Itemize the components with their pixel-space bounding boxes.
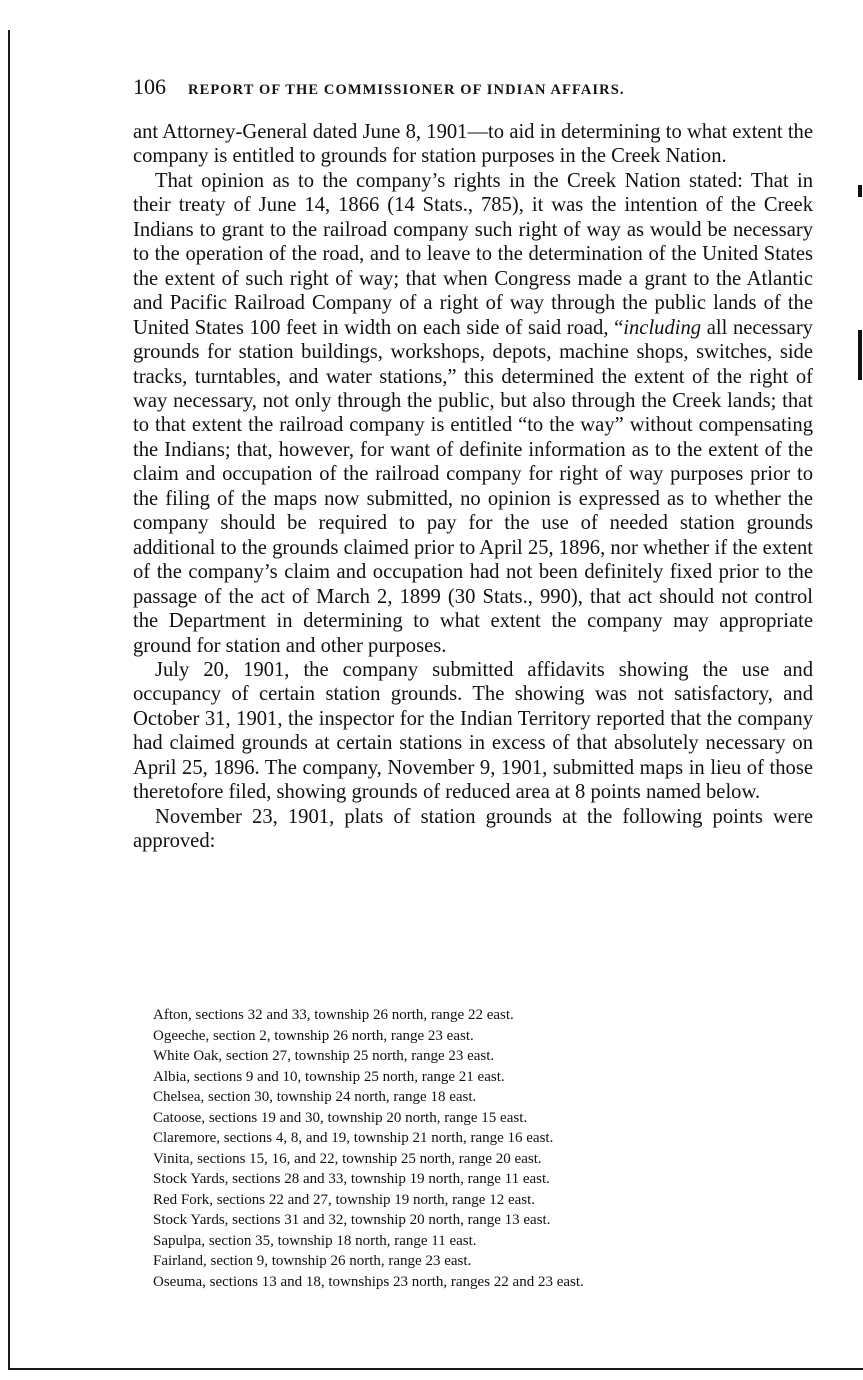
margin-mark — [858, 185, 862, 197]
list-item: Fairland, section 9, township 26 north, range 23 east. — [153, 1253, 472, 1269]
paragraph-opinion-text-before: That opinion as to the company’s rights in the Creek Nation stated: That in their treaty of June 14, 1866 (14 Stats., 785), it was the intention of the Creek Indians to grant to the railroad company such right of way as would be necessary to the operation of the road, and to leave to the determination of the United States the extent of such right of way; that when Congress made a grant to the Atlantic and Pacific Railroad Company of a right of way through the public lands of the United States 100 feet in width on each side of said road, “ — [133, 169, 813, 339]
list-item: Catoose, sections 19 and 30, township 20 north, range 15 east. — [153, 1109, 528, 1126]
list-item: Afton, sections 32 and 33, township 26 north, range 22 east. — [153, 1007, 514, 1023]
list-item: Oseuma, sections 13 and 18, townships 23 north, ranges 22 and 23 east. — [153, 1273, 584, 1290]
list-item: Sapulpa, section 35, township 18 north, range 11 east. — [153, 1232, 477, 1249]
station-list — [153, 1005, 813, 1292]
list-item: Albia, sections 9 and 10, township 25 north, range 21 east. — [153, 1068, 505, 1085]
list-item: Claremore, sections 4, 8, and 19, township 21 north, range 16 east. — [153, 1130, 554, 1146]
list-item: Stock Yards, sections 31 and 32, township 20 north, range 13 east. — [153, 1212, 551, 1228]
paragraph-opinion-text-after: all necessary grounds for station buildings, workshops, depots, machine shops, switches, side tracks, turntables, and water stations,” this determined the extent of the right of way necessary, not only through the public, but also through the Creek lands; that to that extent the railroad company is entitled “to the way” without compensating the Indians; that, however, for want of definite information as to the extent of the claim and occupation of the railroad company for right of way purposes prior to the filing of the maps now submitted, no opinion is expressed as to whether the company should be required to pay for the use of needed station grounds additional to the grounds claimed prior to April 25, 1896, nor whether if the extent of the company’s claim and occupation had not been definitely fixed prior to the passage of the act of March 2, 1899 (30 Stats., 990), that act should not control the Department in determining to what extent the company may appropriate ground for station and other purposes. — [133, 316, 813, 657]
body-text — [133, 120, 813, 854]
page-number: 106 — [133, 74, 166, 99]
paragraph-opinion-italic: including — [623, 316, 702, 339]
page-left-edge — [8, 30, 10, 1370]
page-bottom-edge — [8, 1368, 863, 1370]
margin-mark — [858, 330, 862, 380]
page-header — [133, 74, 813, 104]
list-item: Stock Yards, sections 28 and 33, township 19 north, range 11 east. — [153, 1171, 550, 1187]
paragraph-plats-approved: November 23, 1901, plats of station grounds at the following points were approved: — [133, 805, 813, 853]
paragraph-affidavits: July 20, 1901, the company submitted affidavits showing the use and occupancy of certain station grounds. The showing was not satisfactory, and October 31, 1901, the inspector for the Indian Territory reported that the company had claimed grounds at certain stations in excess of that absolutely necessary on April 25, 1896. The company, November 9, 1901, submitted maps in lieu of those theretofore filed, showing grounds of reduced area at 8 points named below. — [133, 658, 813, 804]
running-head: REPORT OF THE COMMISSIONER OF INDIAN AFFAIRS. — [188, 82, 625, 98]
list-item: Red Fork, sections 22 and 27, township 19 north, range 12 east. — [153, 1191, 536, 1208]
paragraph-continuation: ant Attorney-General dated June 8, 1901—to aid in determining to what extent the company is entitled to grounds for station purposes in the Creek Nation. — [133, 121, 813, 168]
list-item: Chelsea, section 30, township 24 north, range 18 east. — [153, 1089, 477, 1105]
paragraph-opinion — [133, 169, 813, 658]
list-item: White Oak, section 27, township 25 north, range 23 east. — [153, 1048, 495, 1064]
list-item: Ogeeche, section 2, township 26 north, range 23 east. — [153, 1027, 474, 1044]
list-item: Vinita, sections 15, 16, and 22, township 25 north, range 20 east. — [153, 1150, 542, 1167]
